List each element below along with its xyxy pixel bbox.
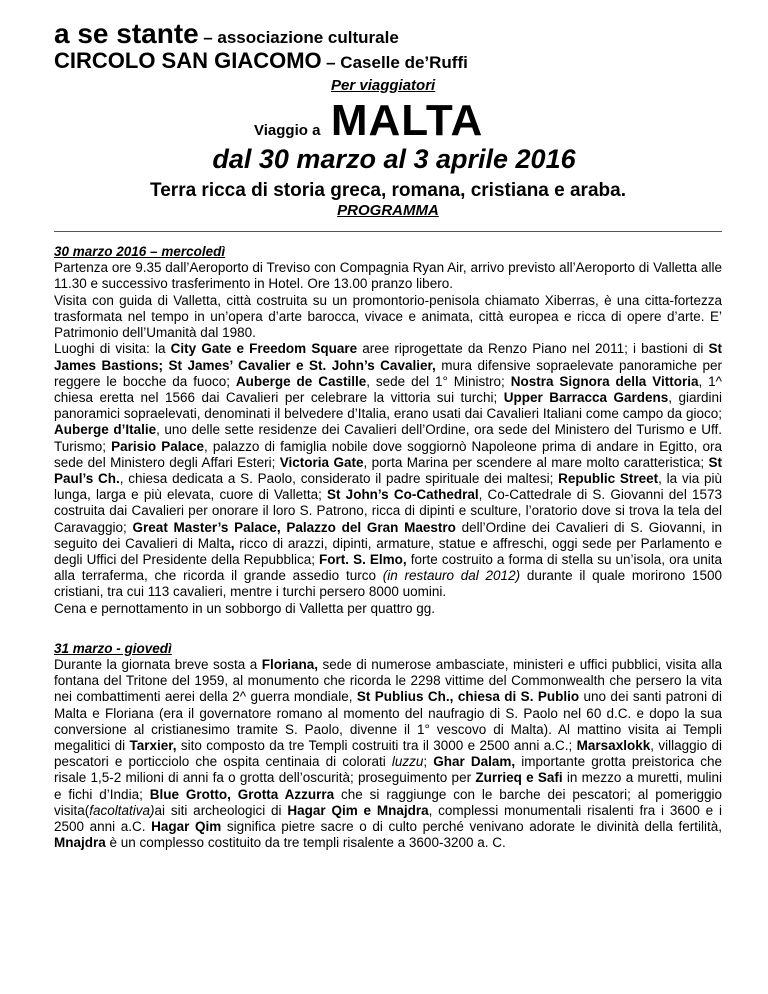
text-run: , Co-Cattedrale di S. Giovanni del 1573 costruita dai Cavalieri per onorare il loro S. Patrono, ricca di dipinti e sculture, l’oratorio dove si trova la tela del Caravaggio; xyxy=(54,487,723,535)
org-name: a se stante xyxy=(54,18,199,49)
place-name: Great Master’s Palace, Palazzo del Gran Maestro xyxy=(132,519,456,535)
day-paragraph xyxy=(54,260,722,292)
text-run: Partenza ore 9.35 dall’Aeroporto di Treviso con Compagnia Ryan Air, arrivo previsto all’Aeroporto di Valletta alle 11.30 e successivo trasferimento in Hotel. Ore 13.00 pranzo libero. xyxy=(54,260,722,292)
place-name: Republic Street xyxy=(558,470,659,486)
italic-note: luzzu xyxy=(391,754,424,770)
text-run: , palazzo di famiglia nobile dove soggiornò Napoleone prima di andare in Egitto, ora sede del Ministero degli Affari Esteri; xyxy=(54,438,723,470)
place-name: Tarxier, xyxy=(129,737,177,753)
text-run: dell’Ordine dei Cavalieri di S. Giovanni, in seguito dei Cavalieri di Malta xyxy=(54,519,722,551)
day-paragraph xyxy=(54,341,722,600)
text-run: ai siti archeologici di xyxy=(154,802,288,818)
day-paragraph xyxy=(54,601,722,617)
text-run: aree riprogettate da Renzo Piano nel 2011; i bastioni di xyxy=(357,341,709,357)
place-name: Marsaxlokk xyxy=(576,737,651,753)
place-name: Auberge d’Italie xyxy=(54,422,157,438)
place-name: Hagar Qim xyxy=(151,818,222,834)
circle-suffix: – Caselle de’Ruffi xyxy=(326,53,468,72)
place-name: Ghar Dalam, xyxy=(433,754,516,770)
trip-title xyxy=(254,96,722,145)
day-paragraph xyxy=(54,293,722,342)
text-run: sede di numerose ambasciate, ministeri e uffici pubblici, visita alla fontana del Tritone del 1959, al monumento che ricorda le 2298 vittime del Commonwealth che persero la vita nei combattimenti aerei della 2^ guerra mondiale, xyxy=(54,656,722,705)
itinerary xyxy=(54,244,722,851)
text-run: durante il quale morirono 1500 cristiani, tra cui 113 cavalieri, mentre i turchi persero 8000 uomini. xyxy=(54,568,722,600)
text-run: che si raggiunge con le barche dei pescatori; al pomeriggio visita( xyxy=(54,786,722,818)
text-run: , complessi monumentali risalenti fra i 3600 e i 2500 anni a.C. xyxy=(54,802,722,834)
trip-subtitle: Terra ricca di storia greca, romana, cristiana e araba. xyxy=(150,179,626,201)
circle-title xyxy=(54,50,722,72)
text-run: è un complesso costituito da tre templi risalente a 3600-3200 a. C. xyxy=(105,835,506,851)
text-run: , villaggio di pescatori e porticciolo che ospita centinaia di colorati xyxy=(54,737,722,770)
place-name: Upper Barracca Gardens xyxy=(503,389,669,405)
italic-note: facoltativa) xyxy=(89,802,155,818)
place-name: St John’s Co-Cathedral xyxy=(327,487,479,503)
program-label: PROGRAMMA xyxy=(337,201,439,219)
circle-name: CIRCOLO SAN GIACOMO xyxy=(54,48,322,73)
document-page xyxy=(54,20,722,851)
place-name: Floriana, xyxy=(261,656,319,672)
text-run: , sede del 1° Ministro; xyxy=(366,373,511,389)
text-run: Durante la giornata breve sosta a xyxy=(54,656,262,672)
text-run: Luoghi di visita: la xyxy=(54,341,171,357)
place-name: Parisio Palace xyxy=(111,438,205,454)
day-paragraph xyxy=(54,657,722,851)
section-gap xyxy=(54,617,722,629)
org-suffix: – associazione culturale xyxy=(203,28,399,47)
text-run: significa pietre sacre o di culto perché venivano adorate le divinità della fertilità, xyxy=(221,818,722,834)
text-run: , 1^ chiesa eretta nel 1566 dai Cavalieri per celebrare la vittoria sui turchi; xyxy=(54,373,722,405)
trip-dates: dal 30 marzo al 3 aprile 2016 xyxy=(212,144,576,174)
place-name: Auberge de Castille xyxy=(235,373,367,389)
place-name: St James Bastions; St James’ Cavalier e St. John’s Cavalier, xyxy=(54,341,722,373)
place-name: Blue Grotto, Grotta Azzurra xyxy=(149,786,335,802)
text-run: , giardini panoramici sopraelevati, denominati il belvedere d’Italia, erano usati dai Cavalieri Italiani come campo da gioco; xyxy=(54,389,723,422)
place-name: St Publius Ch., chiesa di S. Publio xyxy=(356,689,580,705)
text-run: uno dei santi patroni di Malta e Floriana (era il governatore romano al momento del naufragio di S. Paolo nel 60 d.C. e dopo la sua conversione al cristianesimo tramite S. Paolo, divenne il 1° vescovo di Malta). Al mattino visita ai Templi megalitici di xyxy=(54,689,722,753)
place-name: Fort. S. Elmo, xyxy=(319,551,407,567)
text-run: sito composto da tre Templi costruiti tra il 3000 e 2500 anni a.C.; xyxy=(176,737,577,753)
organization-title xyxy=(54,20,722,48)
text-run: Cena e pernottamento in un sobborgo di Valletta per quattro gg. xyxy=(54,600,436,616)
place-name: City Gate e Freedom Square xyxy=(170,341,358,357)
text-run: importante grotta preistorica che risale 1,5-2 milioni di anni fa o grotta dell’oscurità; proseguimento per xyxy=(54,754,722,786)
place-name: Nostra Signora della Vittoria xyxy=(510,373,699,389)
place-name: Zurrieq e Safi xyxy=(475,770,563,786)
day-heading: 31 marzo - giovedì xyxy=(54,640,172,656)
place-name: Victoria Gate xyxy=(279,454,364,470)
destination-title: MALTA xyxy=(330,96,484,145)
day-heading: 30 marzo 2016 – mercoledì xyxy=(54,244,226,260)
place-name: , xyxy=(230,535,235,551)
text-run: forte costruito a forma di stella su un’isola, ora unita alla terraferma, che ricorda il grande assedio turco xyxy=(54,551,722,584)
trip-prefix: Viaggio a xyxy=(254,122,321,139)
text-run: , uno delle sette residenze dei Cavalieri dell’Ordine, ora sede del Ministero del Turismo e Uff. Turismo; xyxy=(54,422,722,454)
text-run: in mezzo a muretti, mulini e fichi d’India; xyxy=(54,770,722,802)
place-name: St Paul’s Ch. xyxy=(54,454,722,486)
text-run: , porta Marina per scendere al mare molto caratteristica; xyxy=(363,454,709,470)
text-run: Visita con guida di Valletta, città costruita su un promontorio-penisola chiamato Xiberras, è una citta-fortezza trasformata nel tempo in un’opera d’arte barocca, vivace e animata, città europea e ricca di opere d’arte. E’ Patrimonio dell’Umanità dal 1980. xyxy=(54,292,722,341)
text-run: ricco di arazzi, dipinti, armature, statue e affreschi, oggi sede per Parlamento e degli Uffici del Presidente della Repubblica; xyxy=(54,535,722,567)
text-run: mura difensive sopraelevate panoramiche per reggere le bocche da fuoco; xyxy=(54,357,723,389)
italic-note: (in restauro dal 2012) xyxy=(382,568,521,584)
place-name: Hagar Qim e Mnajdra xyxy=(287,802,429,818)
divider xyxy=(54,231,722,232)
place-name: Mnajdra xyxy=(54,835,106,851)
text-run: , chiesa dedicata a S. Paolo, considerato il padre spirituale dei maltesi; xyxy=(119,470,559,486)
text-run: , la via più lunga, larga e più elevata, cuore di Valletta; xyxy=(54,470,722,503)
audience-label: Per viaggiatori xyxy=(331,77,436,94)
text-run: ; xyxy=(423,754,434,770)
